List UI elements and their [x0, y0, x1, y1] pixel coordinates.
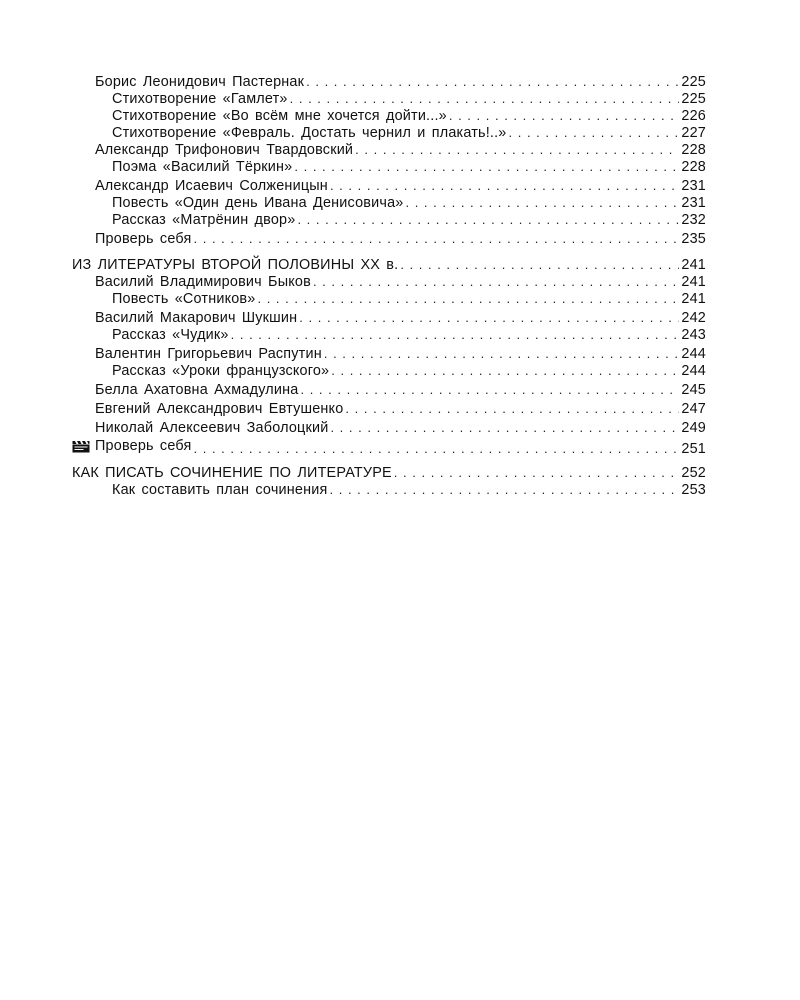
toc-entry-title: Стихотворение «Во всём мне хочется дойти...»	[112, 108, 447, 124]
toc-entry-author	[72, 177, 706, 194]
toc-entry-work	[72, 290, 706, 307]
toc-entry-work	[72, 158, 706, 175]
toc-entry-title: Александр Трифонович Твардовский	[95, 142, 354, 158]
toc-entry-author	[72, 73, 706, 90]
dot-leader	[330, 177, 679, 194]
toc-entry-author	[72, 273, 706, 290]
toc-entry-title: Василий Владимирович Быков	[95, 274, 311, 290]
toc-entry-title: Повесть «Сотников»	[112, 291, 256, 307]
toc-entry-author	[72, 141, 706, 158]
toc-entry-page: 226	[681, 108, 706, 124]
toc-entry-title: КАК ПИСАТЬ СОЧИНЕНИЕ ПО ЛИТЕРАТУРЕ	[72, 465, 392, 481]
toc-entry-title: Рассказ «Чудик»	[112, 327, 229, 343]
toc-entry-title: Как составить план сочинения	[112, 482, 328, 498]
toc-entry-page: 241	[681, 257, 706, 273]
dot-leader	[394, 464, 680, 481]
dot-leader	[231, 326, 680, 343]
dot-leader	[355, 141, 679, 158]
toc-entry-review	[72, 438, 706, 455]
toc-entry-title: Повесть «Один день Ивана Денисовича»	[112, 195, 404, 211]
dot-leader	[331, 362, 679, 379]
toc-entry-page: 231	[681, 195, 706, 211]
toc-entry-title: ИЗ ЛИТЕРАТУРЫ ВТОРОЙ ПОЛОВИНЫ XX в.	[72, 257, 399, 273]
toc-entry-title-text: Проверь себя	[95, 438, 192, 454]
toc-entry-title: Александр Исаевич Солженицын	[95, 178, 328, 194]
toc-entry-title: Стихотворение «Февраль. Достать чернил и плакать!..»	[112, 125, 507, 141]
toc-entry-work	[72, 194, 706, 211]
toc-entry-title: Стихотворение «Гамлет»	[112, 91, 288, 107]
dot-leader	[509, 124, 680, 141]
toc-entry-work	[72, 124, 706, 141]
toc-entry-page: 235	[681, 231, 706, 247]
toc-entry-page: 247	[681, 401, 706, 417]
toc-entry-subsection	[72, 481, 706, 498]
toc-entry-author	[72, 309, 706, 326]
table-of-contents	[72, 73, 706, 498]
toc-entry-title: Николай Алексеевич Заболоцкий	[95, 420, 329, 436]
toc-entry-page: 243	[681, 327, 706, 343]
dot-leader	[194, 440, 680, 457]
toc-entry-title: Проверь себя	[95, 231, 192, 247]
dot-leader	[290, 90, 680, 107]
toc-entry-page: 241	[681, 291, 706, 307]
toc-entry-title: Василий Макарович Шукшин	[95, 310, 298, 326]
toc-entry-page: 241	[681, 274, 706, 290]
dot-leader	[313, 273, 679, 290]
dot-leader	[306, 73, 679, 90]
toc-entry-page: 225	[681, 91, 706, 107]
toc-entry-author	[72, 419, 706, 436]
dot-leader	[294, 158, 679, 175]
toc-entry-page: 244	[681, 363, 706, 379]
dot-leader	[400, 256, 679, 273]
toc-entry-title: Белла Ахатовна Ахмадулина	[95, 382, 299, 398]
toc-entry-title: Борис Леонидович Пастернак	[95, 74, 305, 90]
dot-leader	[300, 381, 679, 398]
toc-entry-work	[72, 211, 706, 228]
toc-entry-work	[72, 362, 706, 379]
toc-entry-page: 244	[681, 346, 706, 362]
toc-entry-page: 242	[681, 310, 706, 326]
clapperboard-icon	[72, 440, 90, 453]
toc-entry-title: Поэма «Василий Тёркин»	[112, 159, 293, 175]
toc-entry-title: Валентин Григорьевич Распутин	[95, 346, 322, 362]
dot-leader	[257, 290, 679, 307]
toc-entry-work	[72, 326, 706, 343]
toc-entry-author	[72, 345, 706, 362]
toc-entry-title: Рассказ «Уроки французского»	[112, 363, 330, 379]
toc-entry-section	[72, 464, 706, 481]
toc-entry-page: 249	[681, 420, 706, 436]
toc-entry-page: 225	[681, 74, 706, 90]
toc-entry-work	[72, 107, 706, 124]
toc-entry-section	[72, 256, 706, 273]
toc-entry-page: 251	[681, 441, 706, 457]
toc-entry-page: 232	[681, 212, 706, 228]
toc-entry-page: 245	[681, 382, 706, 398]
dot-leader	[297, 211, 679, 228]
dot-leader	[299, 309, 679, 326]
toc-entry-page: 253	[681, 482, 706, 498]
toc-entry-page: 228	[681, 159, 706, 175]
toc-entry-title-with-icon	[95, 438, 192, 455]
toc-entry-work	[72, 90, 706, 107]
toc-entry-page: 228	[681, 142, 706, 158]
toc-entry-review	[72, 230, 706, 247]
dot-leader	[330, 481, 680, 498]
toc-entry-title: Евгений Александрович Евтушенко	[95, 401, 344, 417]
dot-leader	[194, 230, 680, 247]
toc-entry-page: 227	[681, 125, 706, 141]
dot-leader	[449, 107, 680, 124]
toc-entry-author	[72, 381, 706, 398]
dot-leader	[405, 194, 679, 211]
toc-entry-page: 252	[681, 465, 706, 481]
dot-leader	[330, 419, 679, 436]
toc-entry-page: 231	[681, 178, 706, 194]
toc-entry-title: Рассказ «Матрёнин двор»	[112, 212, 296, 228]
dot-leader	[324, 345, 680, 362]
toc-entry-author	[72, 400, 706, 417]
dot-leader	[345, 400, 679, 417]
